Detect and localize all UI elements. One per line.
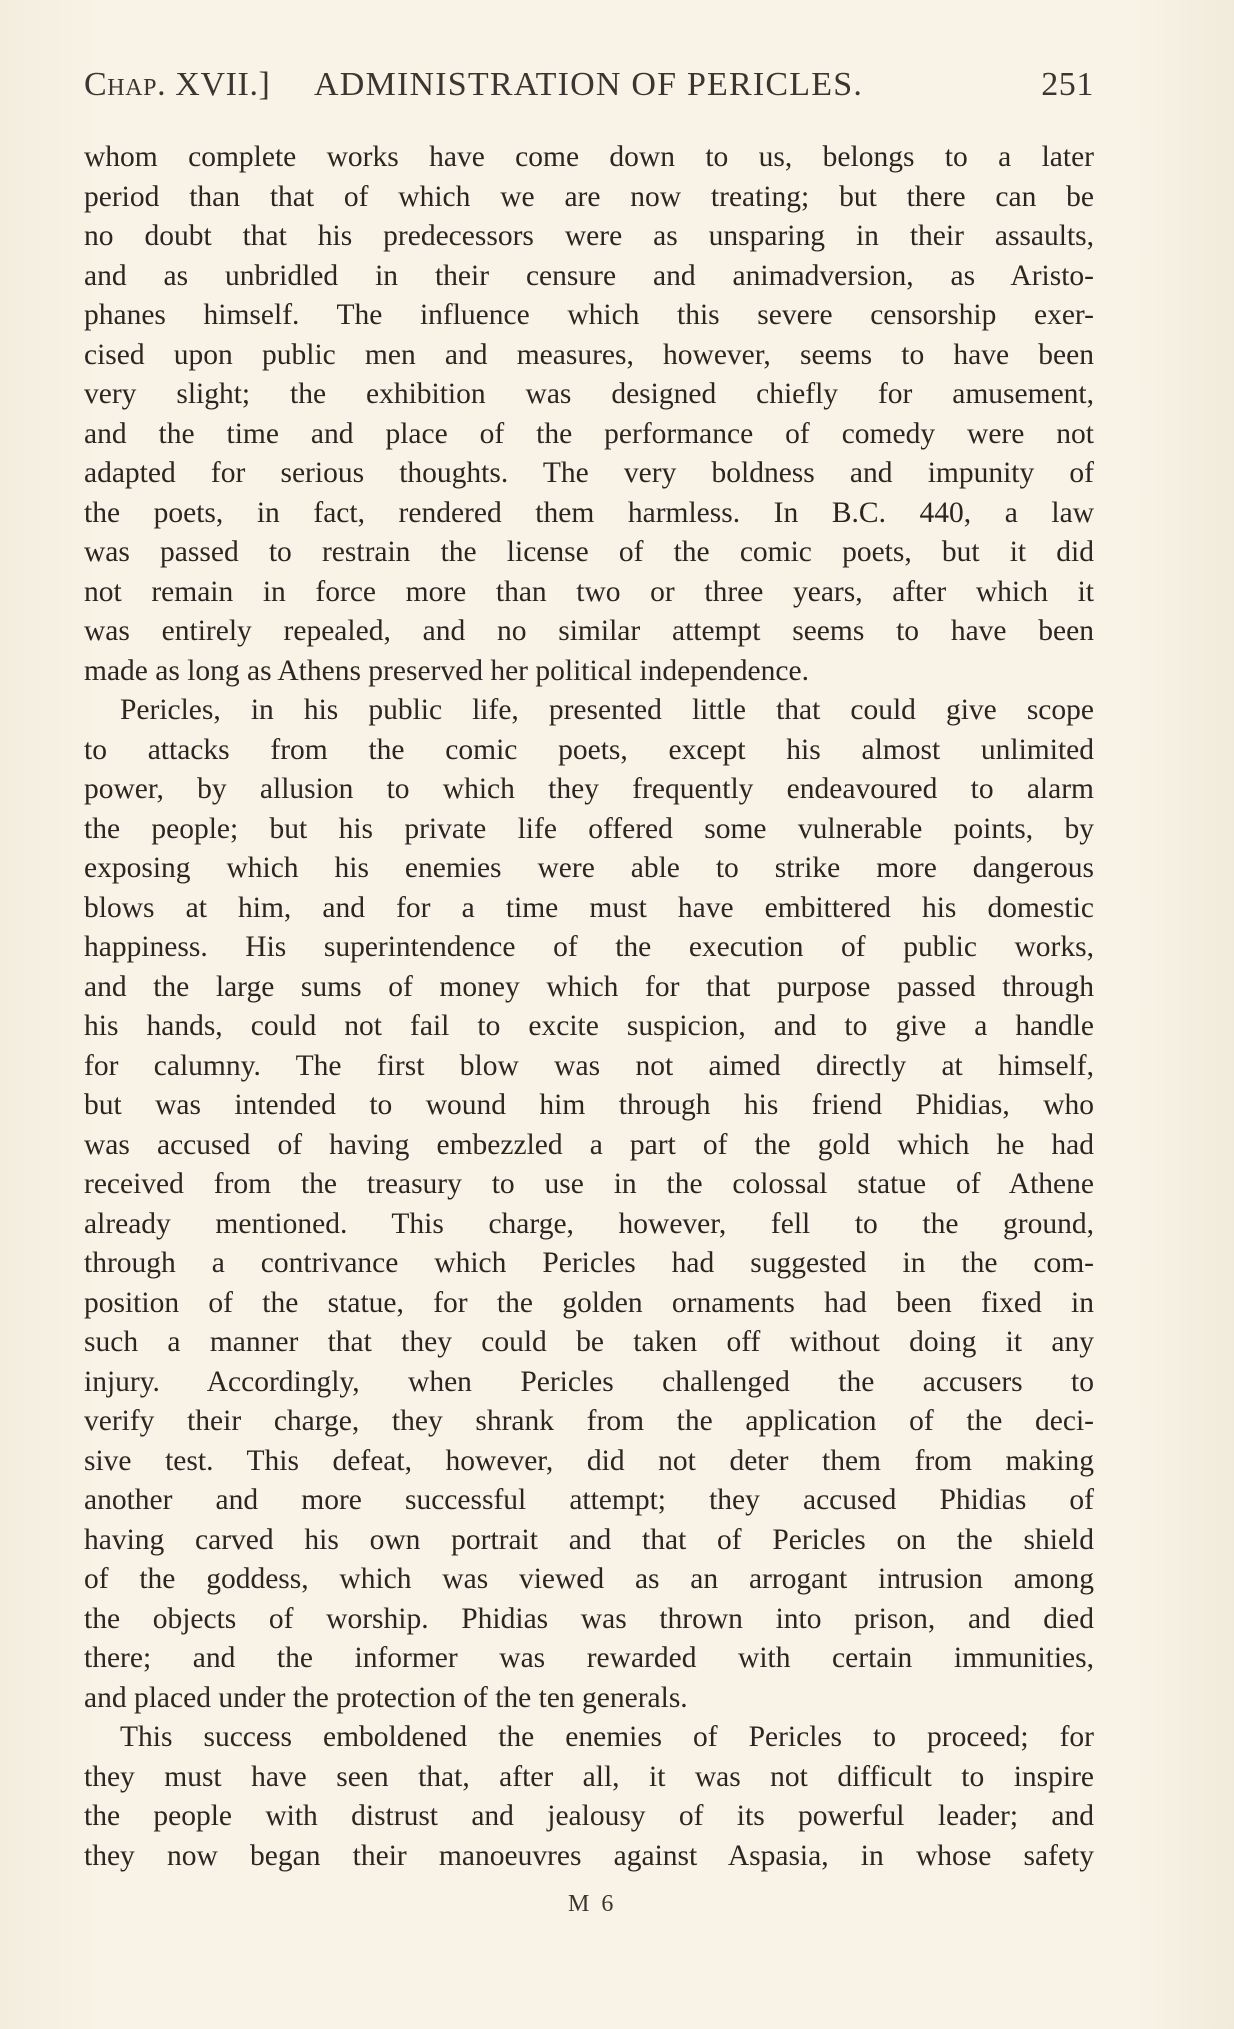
text-line: and as unbridled in their censure and animadversion, as Aristo- xyxy=(84,259,1094,292)
text-line: whom complete works have come down to us, belongs to a later xyxy=(84,141,1094,173)
text-line: and the large sums of money which for that purpose passed through xyxy=(84,970,1094,1003)
text-line: there; and the informer was rewarded with certain immunities, xyxy=(84,1642,1094,1674)
text-line: they now began their manoeuvres against Aspasia, in whose safety xyxy=(84,1839,1094,1872)
text-line: verify their charge, they shrank from the application of the deci- xyxy=(84,1405,1094,1437)
text-line: the people with distrust and jealousy of its powerful leader; and xyxy=(84,1800,1094,1832)
text-line: was passed to restrain the license of the comic poets, but it did xyxy=(84,536,1094,568)
text-line: power, by allusion to which they frequently endeavoured to alarm xyxy=(84,773,1094,805)
text-line: blows at him, and for a time must have embittered his domestic xyxy=(84,891,1094,924)
text-line: his hands, could not fail to excite suspicion, and to give a handle xyxy=(84,1010,1094,1042)
text-line: such a manner that they could be taken off without doing it any xyxy=(84,1326,1094,1358)
text-line: position of the statue, for the golden ornaments had been fixed in xyxy=(84,1286,1094,1319)
signature-mark: M 6 xyxy=(568,1891,617,1917)
text-line: received from the treasury to use in the colossal statue of Athene xyxy=(84,1168,1094,1200)
page-number: 251 xyxy=(1041,66,1094,103)
text-line: and placed under the protection of the ten generals. xyxy=(84,1681,688,1714)
text-line: of the goddess, which was viewed as an arrogant intrusion among xyxy=(84,1563,1094,1595)
running-header xyxy=(84,66,1094,114)
text-line: the people; but his private life offered some vulnerable points, by xyxy=(84,812,1094,845)
text-line: phanes himself. The influence which this severe censorship exer- xyxy=(84,299,1094,331)
text-line: to attacks from the comic poets, except his almost unlimited xyxy=(84,733,1094,766)
text-line: period than that of which we are now treating; but there can be xyxy=(84,180,1094,213)
text-line: made as long as Athens preserved her political independence. xyxy=(84,654,809,687)
text-line: Pericles, in his public life, presented little that could give scope xyxy=(120,694,1094,726)
text-line: no doubt that his predecessors were as unsparing in their assaults, xyxy=(84,220,1094,252)
chapter-label: Chap. XVII.] xyxy=(84,66,271,103)
text-line: for calumny. The first blow was not aimed directly at himself, xyxy=(84,1049,1094,1082)
text-line: adapted for serious thoughts. The very boldness and impunity of xyxy=(84,457,1094,489)
text-line: exposing which his enemies were able to strike more dangerous xyxy=(84,852,1094,884)
text-line: happiness. His superintendence of the execution of public works, xyxy=(84,931,1094,963)
text-line: having carved his own portrait and that of Pericles on the shield xyxy=(84,1523,1094,1556)
text-line: but was intended to wound him through his friend Phidias, who xyxy=(84,1089,1094,1121)
text-line: they must have seen that, after all, it was not difficult to inspire xyxy=(84,1760,1094,1793)
text-line: very slight; the exhibition was designed chiefly for amusement, xyxy=(84,378,1094,410)
text-line: sive test. This defeat, however, did not deter them from making xyxy=(84,1444,1094,1477)
text-line: the poets, in fact, rendered them harmless. In B.C. 440, a law xyxy=(84,496,1094,529)
text-line: This success emboldened the enemies of Pericles to proceed; for xyxy=(120,1721,1094,1753)
text-line: another and more successful attempt; they accused Phidias of xyxy=(84,1484,1094,1516)
running-title: ADMINISTRATION OF PERICLES. xyxy=(314,66,864,103)
text-line: and the time and place of the performance of comedy were not xyxy=(84,417,1094,450)
text-line: was entirely repealed, and no similar attempt seems to have been xyxy=(84,615,1094,647)
text-line: the objects of worship. Phidias was thrown into prison, and died xyxy=(84,1602,1094,1635)
text-line: cised upon public men and measures, however, seems to have been xyxy=(84,338,1094,371)
text-line: injury. Accordingly, when Pericles challenged the accusers to xyxy=(84,1365,1094,1398)
text-line: was accused of having embezzled a part of the gold which he had xyxy=(84,1128,1094,1161)
text-line: through a contrivance which Pericles had suggested in the com- xyxy=(84,1247,1094,1279)
body-text xyxy=(84,138,1094,1876)
text-line: not remain in force more than two or three years, after which it xyxy=(84,575,1094,608)
text-line: already mentioned. This charge, however, fell to the ground, xyxy=(84,1207,1094,1240)
